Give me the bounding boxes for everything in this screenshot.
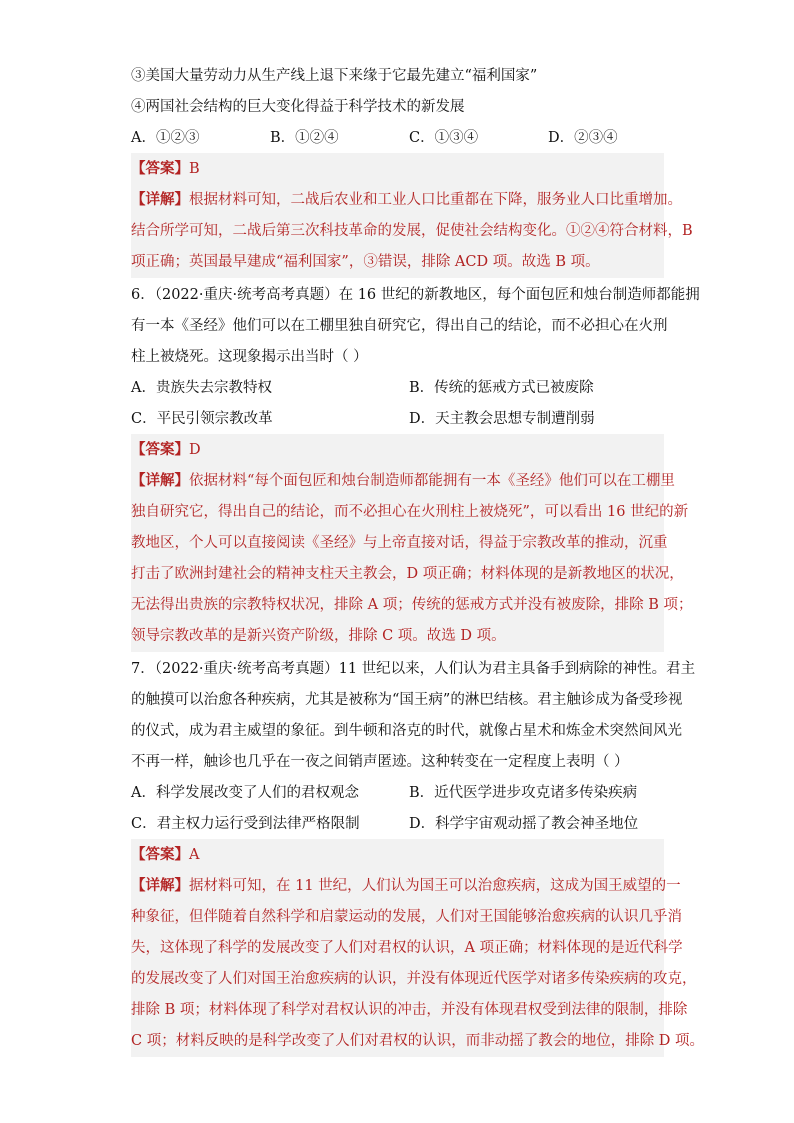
q7-answer-label: 【答案】 — [131, 846, 189, 863]
q6-stem-line-3: 柱上被烧死。这现象揭示出当时（ ） — [131, 349, 368, 365]
q6-option-b: B．传统的惩戒方式已被废除 — [409, 380, 594, 396]
q7-answer — [131, 845, 671, 865]
q7-stem-line-4: 不再一样，触诊也几乎在一夜之间销声匿迹。这种转变在一定程度上表明（ ） — [131, 754, 629, 770]
q5-detail-line-2: 结合所学可知，二战后第三次科技革命的发展，促使社会结构变化。①②④符合材料，B — [131, 223, 693, 239]
q7-detail-line-1: 【详解】据材料可知，在 11 世纪，人们认为国王可以治愈疾病，这成为国王威望的一 — [131, 877, 681, 894]
q5-detail-line-1: 【详解】根据材料可知，二战后农业和工业人口比重都在下降，服务业人口比重增加。 — [131, 191, 682, 208]
q6-detail-line-6: 领导宗教改革的是新兴资产阶级，排除 C 项。故选 D 项。 — [131, 628, 506, 644]
q7-option-c: C．君主权力运行受到法律严格限制 — [131, 816, 360, 832]
q7-detail-line-4: 的发展改变了人们对国王治愈疾病的认识，并没有体现近代医学对诸多传染疾病的攻克， — [131, 971, 697, 987]
q6-detail-line-1: 【详解】依据材料“每个面包匠和烛台制造师都能拥有一本《圣经》他们可以在工棚里 — [131, 472, 675, 489]
q6-answer-label: 【答案】 — [131, 441, 189, 458]
q5-detail-line-3: 项正确；英国最早建成“福利国家”，③错误，排除 ACD 项。故选 B 项。 — [131, 254, 600, 270]
q6-detail-line-3: 教地区，个人可以直接阅读《圣经》与上帝直接对话，得益于宗教改革的推动，沉重 — [131, 535, 668, 551]
q7-option-d: D．科学宇宙观动摇了教会神圣地位 — [409, 816, 639, 832]
q7-detail-line-3: 失，这体现了科学的发展改变了人们对君权的认识，A 项正确；材料体现的是近代科学 — [131, 940, 683, 956]
q6-stem-line-2: 有一本《圣经》他们可以在工棚里独自研究它，得出自己的结论，而不必担心在火刑 — [131, 318, 668, 334]
q5-option-d: D．②③④ — [548, 130, 618, 146]
q5-answer-value: B — [189, 161, 200, 177]
q6-detail-line-4: 打击了欧洲封建社会的精神支柱天主教会，D 项正确；材料体现的是新教地区的状况， — [131, 566, 684, 582]
q7-option-b: B．近代医学进步攻克诸多传染疾病 — [409, 785, 638, 801]
q5-detail-label: 【详解】 — [131, 191, 189, 208]
q5-answer — [131, 159, 671, 179]
q6-detail-label: 【详解】 — [131, 472, 189, 489]
q5-option-a: A．①②③ — [131, 130, 200, 146]
q7-stem-line-2: 的触摸可以治愈各种疾病，尤其是被称为“国王病”的淋巴结核。君主触诊成为备受珍视 — [131, 692, 683, 708]
q6-option-d: D．天主教会思想专制遭削弱 — [409, 411, 595, 427]
q6-option-a: A．贵族失去宗教特权 — [131, 380, 272, 396]
q6-answer — [131, 440, 671, 460]
q5-option-c: C．①③④ — [409, 130, 479, 146]
q6-stem-line-1: 6．（2022·重庆·统考高考真题）在 16 世纪的新教地区，每个面包匠和烛台制造师都能拥 — [131, 287, 700, 303]
q6-answer-value: D — [189, 442, 201, 458]
q6-option-c: C．平民引领宗教改革 — [131, 411, 273, 427]
q5-statement-3: ③美国大量劳动力从生产线上退下来缘于它最先建立“福利国家” — [131, 68, 538, 84]
q7-detail-line-6: C 项；材料反映的是科学改变了人们对君权的认识，而非动摇了教会的地位，排除 D 项。 — [131, 1033, 705, 1049]
q5-answer-label: 【答案】 — [131, 160, 189, 177]
q5-option-b: B．①②④ — [270, 130, 339, 146]
q7-stem-line-3: 的仪式，成为君主威望的象征。到牛顿和洛克的时代，就像占星术和炼金术突然间风光 — [131, 723, 682, 739]
q6-detail-line-2: 独自研究它，得出自己的结论，而不必担心在火刑柱上被烧死”，可以看出 16 世纪的新 — [131, 504, 689, 520]
q7-detail-label: 【详解】 — [131, 877, 189, 894]
q7-answer-value: A — [189, 847, 200, 863]
q7-stem-line-1: 7．（2022·重庆·统考高考真题）11 世纪以来，人们认为君主具备手到病除的神性。君主 — [131, 661, 696, 677]
q6-detail-line-5: 无法得出贵族的宗教特权状况，排除 A 项；传统的惩戒方式并没有被废除，排除 B 项； — [131, 597, 693, 613]
q5-statement-4: ④两国社会结构的巨大变化得益于科学技术的新发展 — [131, 99, 465, 115]
q7-detail-line-2: 种象征，但伴随着自然科学和启蒙运动的发展，人们对王国能够治愈疾病的认识几乎消 — [131, 909, 682, 925]
q7-option-a: A．科学发展改变了人们的君权观念 — [131, 785, 359, 801]
q7-detail-line-5: 排除 B 项；材料体现了科学对君权认识的冲击，并没有体现君权受到法律的限制，排除 — [131, 1002, 688, 1018]
